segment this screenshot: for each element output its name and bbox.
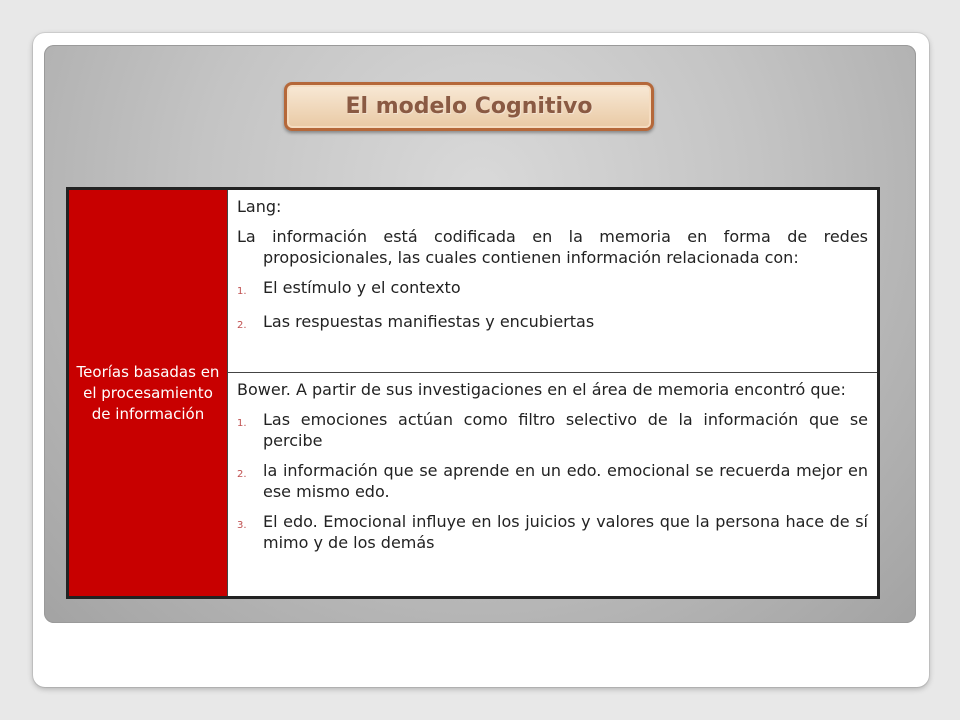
- list-number: 1.: [237, 417, 247, 429]
- lang-cell: [228, 189, 879, 373]
- side-label-cell: [68, 189, 228, 598]
- list-number: 2.: [237, 320, 247, 331]
- content-table: [66, 187, 880, 599]
- list-item-text: El estímulo y el contexto: [263, 278, 461, 297]
- list-item-text: El edo. Emocional influye en los juicios y valores que la persona hace de sí mimo y de los demás: [263, 511, 868, 552]
- side-label: Teorías basadas en el procesamiento de información: [76, 362, 220, 423]
- bower-cell: [228, 372, 879, 597]
- list-number: 1.: [237, 286, 247, 297]
- lang-list: [237, 277, 868, 336]
- list-item: [237, 409, 868, 451]
- list-item-text: Las emociones actúan como filtro selectivo de la información que se percibe: [263, 409, 868, 450]
- lang-paragraph: La información está codificada en la memoria en forma de redes proposicionales, las cuales contienen información relacionada con:: [237, 227, 868, 267]
- list-item: [237, 511, 868, 553]
- table-row: [68, 189, 879, 373]
- list-number: 2.: [237, 468, 247, 480]
- bower-list: [237, 409, 868, 553]
- bower-paragraph: Bower. A partir de sus investigaciones en el área de memoria encontró que:: [237, 379, 846, 399]
- slide-title: El modelo Cognitivo: [345, 94, 593, 119]
- lang-heading: Lang:: [237, 197, 282, 216]
- list-item: [237, 311, 868, 336]
- list-item: [237, 277, 868, 302]
- list-item: [237, 460, 868, 502]
- title-badge: [284, 82, 654, 131]
- list-item-text: Las respuestas manifiestas y encubiertas: [263, 312, 595, 331]
- list-item-text: la información que se aprende en un edo. emocional se recuerda mejor en ese mismo edo.: [263, 460, 868, 501]
- list-number: 3.: [237, 519, 247, 531]
